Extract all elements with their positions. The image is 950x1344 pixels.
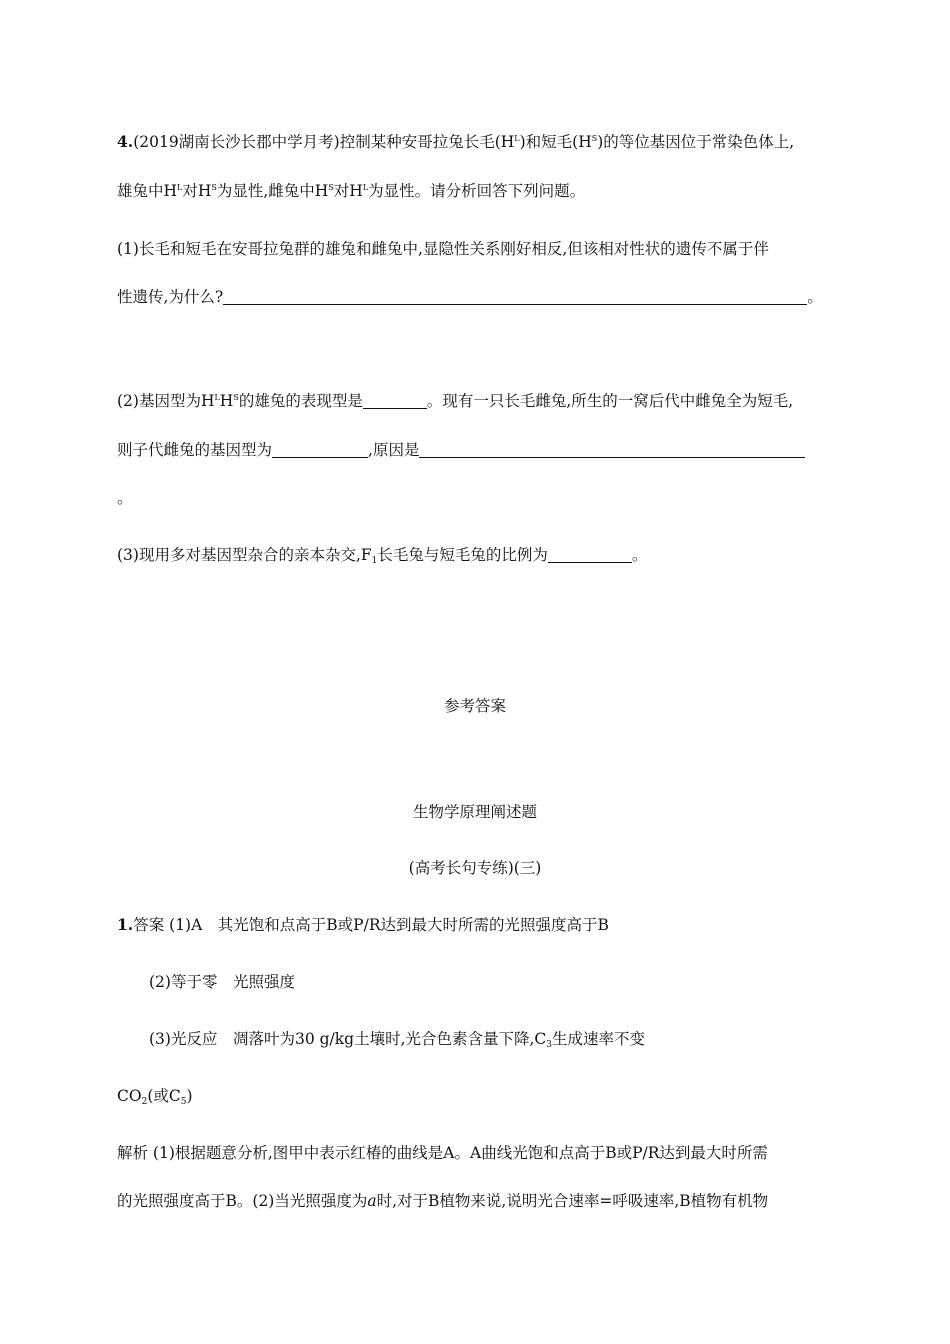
part-2-line-2: 则子代雌兔的基因型为 ,原因是 <box>117 440 805 460</box>
question-number: 4. <box>117 132 134 151</box>
part-2-line-3: 。 <box>117 489 133 507</box>
answer-1-line-3: (3)光反应 凋落叶为30 g/kg土壤时,光合色素含量下降$,C_3$生成速率不变 <box>149 1030 646 1050</box>
answer-1-line-1: 1.答案 (1)A 其光饱和点高于B或P/R达到最大时所需的光照强度高于B <box>117 915 609 934</box>
answer-blank-2[interactable] <box>363 393 427 409</box>
question-4-line-1: 4.(2019湖南长沙长郡中学月考)控制某种安哥拉兔长毛$(H^L)$和短毛$(H^S)$的等位基因位于常染色体上, <box>117 132 795 151</box>
part-1-line-2: 性遗传,为什么? 。 <box>117 288 823 306</box>
analysis-line-1: 解析 (1)根据题意分析,图甲中表示红椿的曲线是A。A曲线光饱和点高于B或P/R达到最大时所需 <box>117 1144 768 1162</box>
answer-blank-4[interactable] <box>419 442 805 458</box>
part-1-line-1: (1)长毛和短毛在安哥拉兔群的雄兔和雌兔中,显隐性关系刚好相反,但该相对性状的遗传不属于伴 <box>117 240 769 258</box>
answer-blank-3[interactable] <box>272 442 368 458</box>
answer-1-line-4: $CO_2$(或$C_5$) <box>117 1087 193 1107</box>
answer-blank-1[interactable] <box>223 289 807 305</box>
section-subtitle: (高考长句专练)(三) <box>408 859 542 877</box>
part-3-line: (3)现用多对基因型杂合的亲本杂交$,F_1$长毛兔与短毛兔的比例为 。 <box>117 546 648 566</box>
answer-1-line-2: (2)等于零 光照强度 <box>149 973 295 991</box>
part-2-line-1: (2)基因型为$H^LH^S$的雄兔的表现型是 。现有一只长毛雌兔,所生的一窝后代中雌兔全为短毛, <box>117 392 794 410</box>
question-4-line-2: 雄兔中$H^L$对$H^S$为显性,雌兔中$H^S$对$H^L$为显性。请分析回答下列问题。 <box>117 182 586 200</box>
analysis-line-2: 的光照强度高于B。(2)当光照强度为a时,对于B植物来说,说明光合速率=呼吸速率,B植物有机物 <box>117 1192 769 1210</box>
answers-heading: 参考答案 <box>443 697 506 715</box>
section-title: 生物学原理阐述题 <box>412 803 537 821</box>
answer-blank-5[interactable] <box>548 547 632 563</box>
answer-number: 1. <box>117 915 134 934</box>
